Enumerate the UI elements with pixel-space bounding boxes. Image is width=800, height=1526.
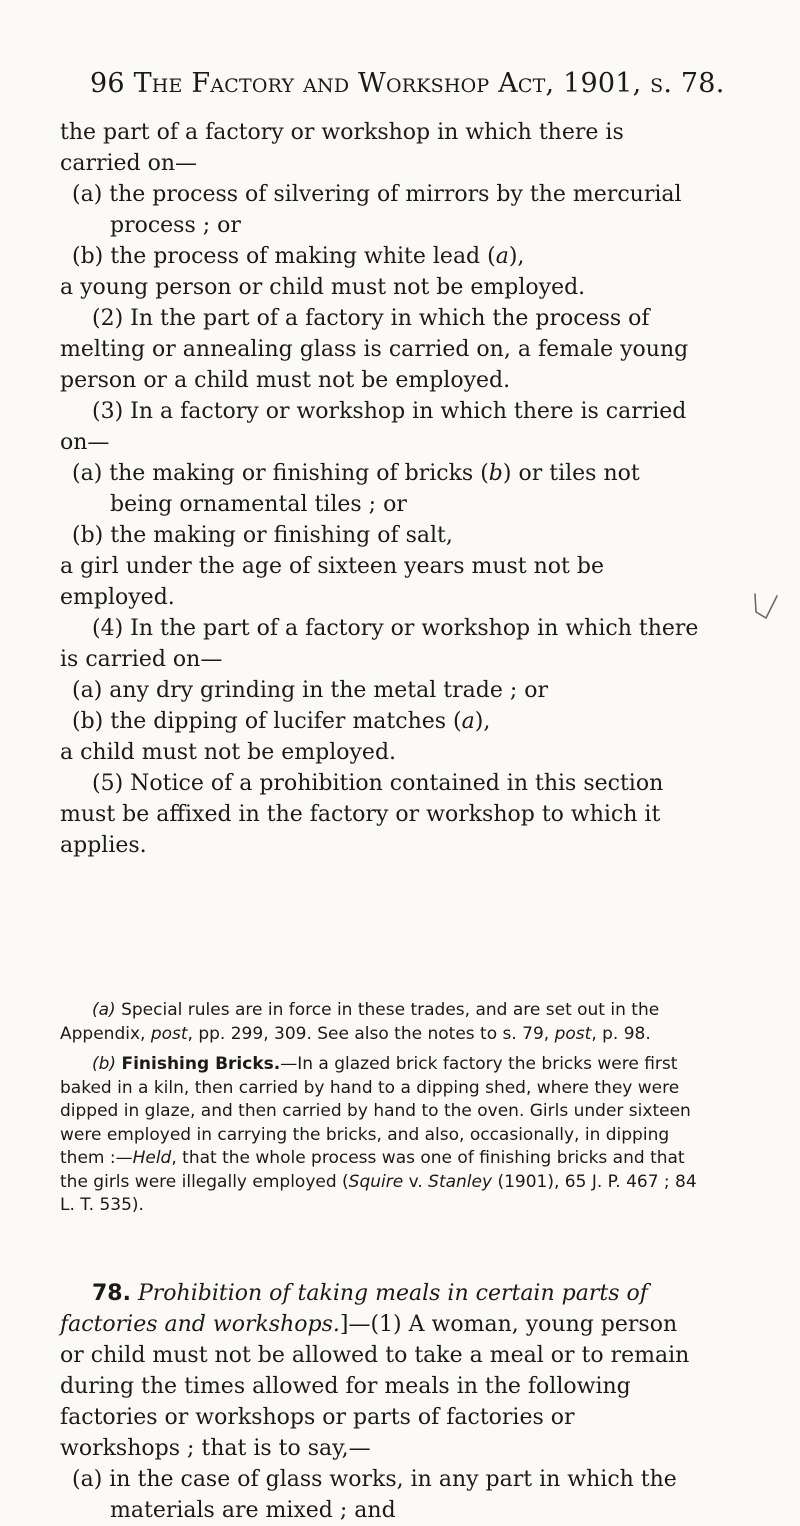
footnote-ref: b [488,461,503,486]
text-run: , p. 98. [591,1023,651,1044]
subsection-4: (4) In the part of a factory or workshop in which there is carried on— [60,616,699,672]
list-item [60,706,700,737]
text-run: Special rules are in force in these trades, and are set out in the Appendix, [60,1000,660,1044]
text-run: , pp. 299, 309. See also the notes to s. 79, [187,1023,555,1044]
list-item [60,241,700,272]
section-78 [60,1278,700,1526]
text-run: (a) the making or finishing of bricks ( [72,461,489,486]
body-line: a young person or child must not be employed. [60,275,586,300]
body-line: a child must not be employed. [60,740,397,765]
footnote-marker: (b) [92,1054,117,1074]
case-name: Stanley [428,1171,493,1192]
body-line: the part of a factory or workshop in which there is carried on— [60,120,624,176]
footnote-ref: a [461,709,475,734]
text-run: ]—(1) A woman, young person or child must not be allowed to take a meal or to remain during the times allowed for meals in the following factories or workshops or parts of factories or workshops ; that is to say,— [60,1312,690,1461]
section-77-continuation [60,117,700,861]
text-run: (b) the dipping of lucifer matches ( [72,709,462,734]
list-item: (b) the making or finishing of salt, [72,523,453,548]
running-header [90,66,725,102]
case-name: Squire [348,1171,404,1192]
footnote-a [60,999,700,1046]
subsection-2: (2) In the part of a factory in which the process of melting or annealing glass is carried on, a female young person or a child must not be employed. [60,306,689,393]
list-item: (a) the process of silvering of mirrors by the mercurial process ; or [72,182,682,238]
running-title: The Factory and Workshop Act, 1901, s. 78. [133,68,725,99]
body-line: a girl under the age of sixteen years must not be employed. [60,554,604,610]
subsection-5: (5) Notice of a prohibition contained in this section must be affixed in the factory or workshop to which it applies. [60,771,664,858]
list-item: (a) in the case of glass works, in any part in which the materials are mixed ; and [72,1467,677,1523]
list-item: (a) any dry grinding in the metal trade ; or [72,678,548,703]
footnote-heading: Finishing Bricks. [121,1054,281,1074]
text-run: ), [508,244,525,269]
section-78-opening [60,1278,700,1464]
footnote-marker: (a) [92,1000,116,1020]
page-number: 96 [90,68,125,99]
handwritten-tick-mark [752,590,780,620]
text-run: (1901), 65 J. P. 467 ; 84 L. T. 535). [60,1171,697,1215]
text-run: ), [474,709,491,734]
section-number: 78. [92,1281,131,1306]
text-run: Held [132,1148,172,1168]
footnotes [60,999,700,1225]
text-run: (b) the process of making white lead ( [72,244,496,269]
text-run: —In a glazed brick factory the bricks were first baked in a kiln, then carried by hand to a dipping shed, where they were dipped in glaze, and then carried by hand to the oven. Girls under sixteen were employed in carrying the bricks, and also, occasionally, in dipping them :— [60,1054,691,1168]
text-run: post [554,1023,592,1044]
footnote-ref: a [495,244,509,269]
list-item [60,458,700,520]
footnote-b [60,1053,700,1218]
subsection-3: (3) In a factory or workshop in which there is carried on— [60,399,687,455]
text-run: ) or tiles not being ornamental tiles ; or [110,461,640,517]
text-run: post [150,1023,188,1044]
section-heading: Prohibition of taking meals in certain parts of factories and workshops. [60,1281,648,1337]
text-run: v. [403,1171,429,1192]
text-run: , that the whole process was one of finishing bricks and that the girls were illegally employed ( [60,1148,685,1192]
